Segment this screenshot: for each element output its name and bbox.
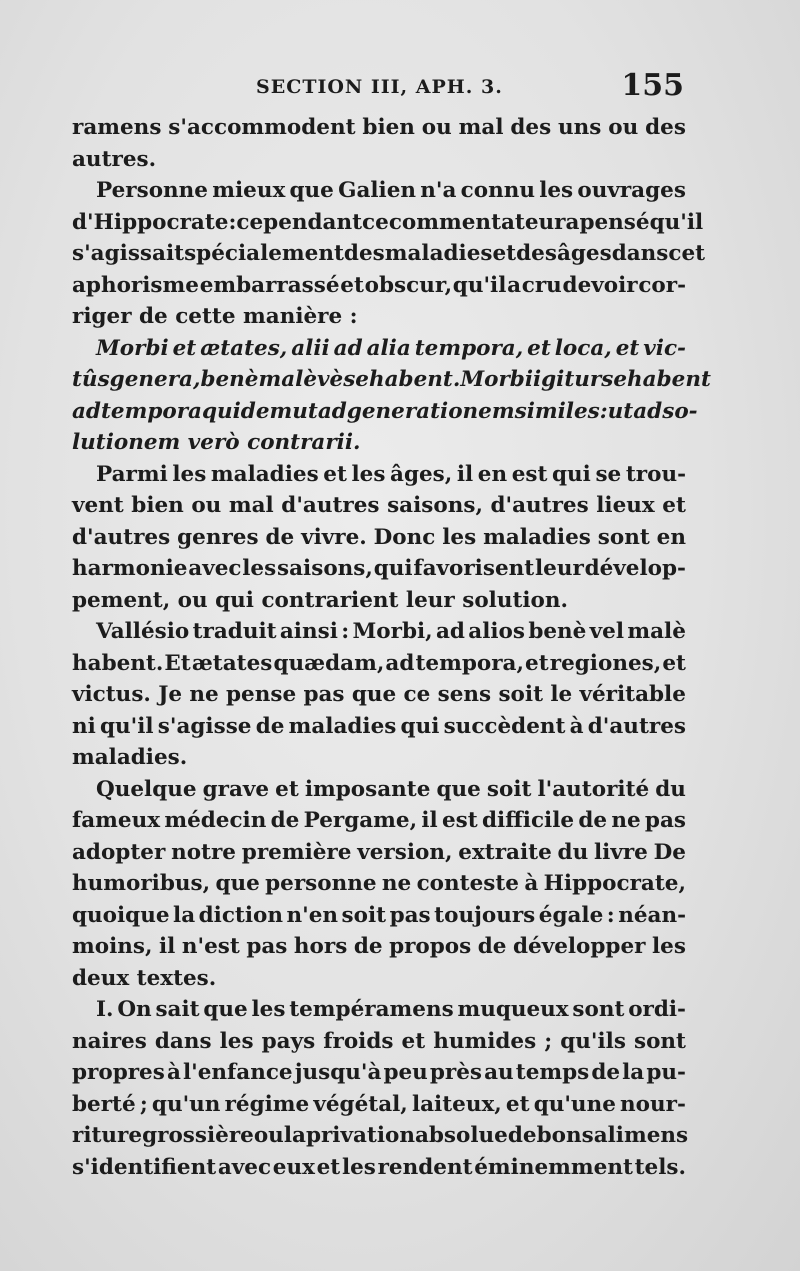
text-line-latin: Morbi et ætates, alii ad alia tempora, et loca, et vic- (96, 335, 686, 361)
text-line: humoribus, que personne ne conteste à Hippocrate, (72, 871, 686, 896)
text-line: moins, il n'est pas hors de propos de développer les (72, 934, 686, 959)
text-line-latin: tûs genera, benè malèvè se habent. Morbi igitur se habent (72, 367, 711, 392)
text-line: adopter notre première version, extraite du livre De (72, 839, 686, 865)
text-line: ramens s'accommodent bien ou mal des uns ou des (72, 115, 686, 140)
text-line-latin: ad tempora quidem ut ad generationem similes : ut ad so- (72, 398, 698, 424)
text-line: fameux médecin de Pergame, il est difficile de ne pas (72, 808, 686, 833)
text-line: vent bien ou mal d'autres saisons, d'autres lieux et (72, 493, 686, 518)
text-line: s'identifient avec eux et les rendent éminemment tels. (72, 1154, 686, 1180)
body-text (72, 112, 711, 1183)
text-line-latin: lutionem verò contrarii. (72, 430, 361, 455)
text-line: Parmi les maladies et les âges, il en est qui se trou- (96, 461, 686, 487)
text-line: ni qu'il s'agisse de maladies qui succèdent à d'autres (72, 713, 686, 739)
text-line: aphorisme embarrassé et obscur, qu'il a cru devoir cor- (72, 272, 686, 298)
page-number: 155 (621, 68, 684, 103)
text-line: quoique la diction n'en soit pas toujours égale : néan- (72, 902, 686, 928)
running-head: SECTION III, APH. 3. (256, 76, 503, 98)
text-line: Personne mieux que Galien n'a connu les ouvrages (96, 178, 686, 203)
text-line: Quelque grave et imposante que soit l'autorité du (96, 776, 686, 802)
text-line: I. On sait que les tempéramens muqueux sont ordi- (96, 997, 686, 1022)
text-line: victus. Je ne pense pas que ce sens soit le véritable (72, 682, 686, 707)
text-line: habent. Et ætates quædam, ad tempora, et regiones, et (72, 650, 686, 676)
text-line: pement, ou qui contrarient leur solution. (72, 587, 569, 613)
text-line: propres à l'enfance jusqu'à peu près au temps de la pu- (72, 1060, 686, 1085)
text-line: harmonie avec les saisons, qui favorisent leur dévelop- (72, 556, 686, 581)
text-line: d'autres genres de vivre. Donc les maladies sont en (72, 524, 686, 550)
text-line: Vallésio traduit ainsi : Morbi, ad alios benè vel malè (96, 619, 686, 644)
text-line: s'agissait spécialement des maladies et des âges dans cet (72, 241, 706, 266)
text-line: deux textes. (72, 965, 217, 991)
text-line: autres. (72, 146, 157, 172)
text-line: naires dans les pays froids et humides ; qu'ils sont (72, 1028, 686, 1054)
text-line: berté ; qu'un régime végétal, laiteux, et qu'une nour- (72, 1091, 686, 1117)
text-line: maladies. (72, 745, 188, 770)
text-line: riger de cette manière : (72, 304, 358, 329)
text-line: d'Hippocrate : cependant ce commentateur a pensé qu'il (72, 209, 704, 235)
text-line: riture grossière ou la privation absolue de bons alimens (72, 1123, 689, 1148)
page-header (248, 68, 684, 108)
